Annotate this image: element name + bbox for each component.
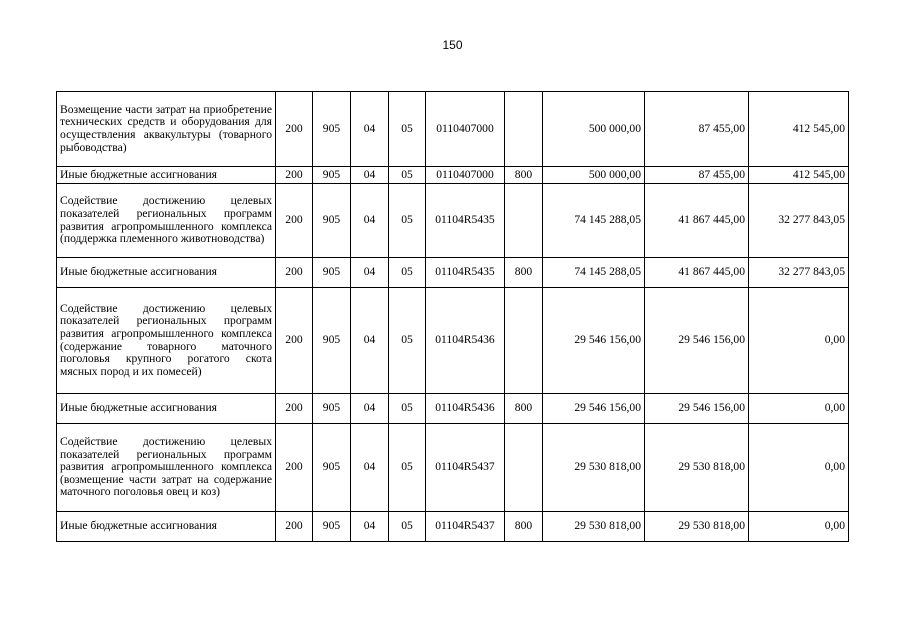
row-rz: 04	[351, 167, 389, 184]
row-sum-3: 0,00	[749, 512, 849, 542]
row-csr: 01104R5437	[426, 424, 505, 512]
row-sum-1: 29 530 818,00	[543, 424, 645, 512]
row-gr: 200	[276, 184, 313, 258]
row-pr: 05	[389, 167, 426, 184]
table-row	[57, 512, 849, 542]
row-sum-2: 29 530 818,00	[645, 424, 749, 512]
row-sum-3: 0,00	[749, 394, 849, 424]
row-sum-2: 29 546 156,00	[645, 288, 749, 394]
row-rz: 04	[351, 288, 389, 394]
row-sum-3: 0,00	[749, 288, 849, 394]
row-name: Иные бюджетные ассигнования	[57, 258, 276, 288]
row-vr	[505, 92, 543, 167]
row-name: Возмещение части затрат на приобретение технических средств и оборудования для осуществления аквакультуры (товарного рыбоводства)	[57, 92, 276, 167]
table-row	[57, 184, 849, 258]
row-sum-1: 74 145 288,05	[543, 258, 645, 288]
row-pr: 05	[389, 512, 426, 542]
row-ved: 905	[313, 92, 351, 167]
row-ved: 905	[313, 288, 351, 394]
row-pr: 05	[389, 258, 426, 288]
row-sum-2: 87 455,00	[645, 92, 749, 167]
row-rz: 04	[351, 258, 389, 288]
row-gr: 200	[276, 394, 313, 424]
row-ved: 905	[313, 512, 351, 542]
table-row	[57, 424, 849, 512]
row-name: Содействие достижению целевых показателей региональных программ развития агропромышленного комплекса (поддержка племенного животноводства)	[57, 184, 276, 258]
row-vr: 800	[505, 167, 543, 184]
row-csr: 01104R5437	[426, 512, 505, 542]
row-gr: 200	[276, 258, 313, 288]
row-pr: 05	[389, 92, 426, 167]
row-pr: 05	[389, 184, 426, 258]
row-vr: 800	[505, 394, 543, 424]
row-sum-3: 0,00	[749, 424, 849, 512]
row-csr: 01104R5435	[426, 258, 505, 288]
row-sum-2: 87 455,00	[645, 167, 749, 184]
row-csr: 01104R5436	[426, 288, 505, 394]
row-sum-1: 29 546 156,00	[543, 394, 645, 424]
row-sum-2: 29 546 156,00	[645, 394, 749, 424]
table-row	[57, 258, 849, 288]
row-vr: 800	[505, 512, 543, 542]
table-row	[57, 92, 849, 167]
row-ved: 905	[313, 184, 351, 258]
row-vr	[505, 184, 543, 258]
table-row	[57, 167, 849, 184]
row-ved: 905	[313, 394, 351, 424]
row-sum-3: 412 545,00	[749, 92, 849, 167]
row-gr: 200	[276, 424, 313, 512]
row-name: Иные бюджетные ассигнования	[57, 512, 276, 542]
row-csr: 0110407000	[426, 92, 505, 167]
row-sum-2: 41 867 445,00	[645, 258, 749, 288]
row-vr: 800	[505, 258, 543, 288]
row-gr: 200	[276, 288, 313, 394]
row-sum-1: 500 000,00	[543, 167, 645, 184]
row-rz: 04	[351, 92, 389, 167]
row-sum-3: 32 277 843,05	[749, 184, 849, 258]
row-pr: 05	[389, 394, 426, 424]
row-gr: 200	[276, 512, 313, 542]
row-ved: 905	[313, 424, 351, 512]
row-pr: 05	[389, 424, 426, 512]
page-number: 150	[442, 38, 463, 52]
row-csr: 01104R5435	[426, 184, 505, 258]
row-gr: 200	[276, 92, 313, 167]
row-rz: 04	[351, 512, 389, 542]
budget-table	[56, 91, 849, 542]
row-sum-1: 500 000,00	[543, 92, 645, 167]
row-pr: 05	[389, 288, 426, 394]
row-rz: 04	[351, 424, 389, 512]
row-vr	[505, 288, 543, 394]
row-rz: 04	[351, 394, 389, 424]
row-sum-3: 412 545,00	[749, 167, 849, 184]
row-name: Содействие достижению целевых показателей региональных программ развития агропромышленного комплекса (возмещение части затрат на содержание маточного поголовья овец и коз)	[57, 424, 276, 512]
row-ved: 905	[313, 167, 351, 184]
row-name: Содействие достижению целевых показателей региональных программ развития агропромышленного комплекса (содержание товарного маточного поголовья крупного рогатого скота мясных пород и их помесей)	[57, 288, 276, 394]
row-ved: 905	[313, 258, 351, 288]
table-row	[57, 394, 849, 424]
row-sum-2: 29 530 818,00	[645, 512, 749, 542]
row-rz: 04	[351, 184, 389, 258]
row-sum-3: 32 277 843,05	[749, 258, 849, 288]
row-csr: 0110407000	[426, 167, 505, 184]
row-sum-1: 29 546 156,00	[543, 288, 645, 394]
table-row	[57, 288, 849, 394]
row-csr: 01104R5436	[426, 394, 505, 424]
row-vr	[505, 424, 543, 512]
row-sum-1: 74 145 288,05	[543, 184, 645, 258]
row-name: Иные бюджетные ассигнования	[57, 394, 276, 424]
row-gr: 200	[276, 167, 313, 184]
row-name: Иные бюджетные ассигнования	[57, 167, 276, 184]
row-sum-2: 41 867 445,00	[645, 184, 749, 258]
row-sum-1: 29 530 818,00	[543, 512, 645, 542]
